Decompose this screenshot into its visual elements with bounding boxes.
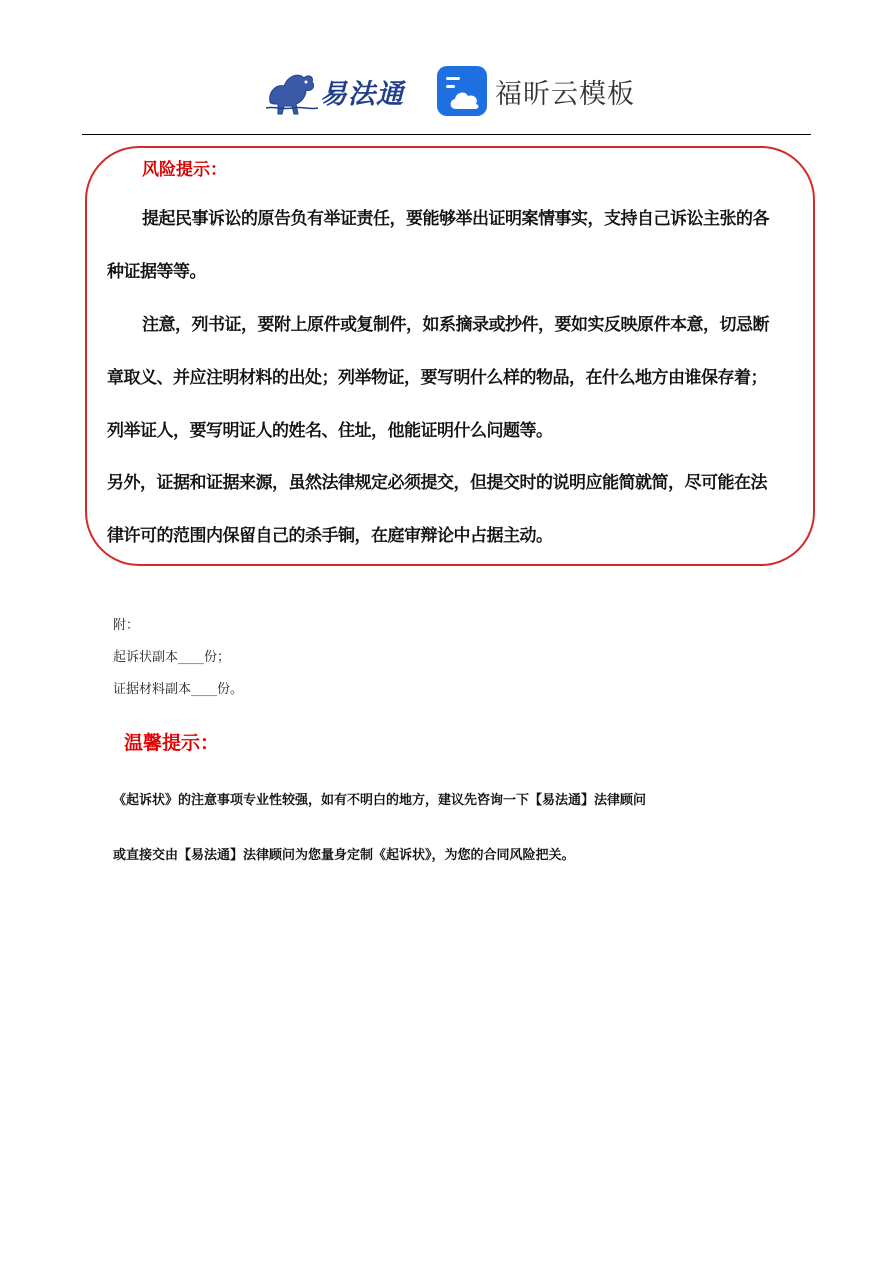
risk-line: 另外，证据和证据来源，虽然法律规定必须提交，但提交时的说明应能简就简，尽可能在法 [107,473,767,493]
yifatong-logo [262,62,412,118]
warm-tip-line: 《起诉状》的注意事项专业性较强，如有不明白的地方，建议先咨询一下【易法通】法律顾问 [113,793,647,808]
risk-line: 提起民事诉讼的原告负有举证责任，要能够举出证明案情事实，支持自己诉讼主张的各 [142,209,769,229]
qilin-icon [262,62,322,118]
risk-line: 章取义、并应注明材料的出处；列举物证，要写明什么样的物品，在什么地方由谁保存着； [107,368,767,388]
attachment-item: 起诉状副本____份； [113,650,231,665]
risk-line: 列举证人，要写明证人的姓名、住址，他能证明什么问题等。 [107,421,553,441]
attachment-item: 证据材料副本____份。 [113,682,244,697]
header [0,58,893,122]
header-divider [82,134,811,135]
yifatong-logo-text: 易法通 [320,79,404,110]
risk-notice-title: 风险提示： [142,160,227,180]
foxit-cloud-logo-text: 福昕云模板 [495,79,635,110]
risk-line: 注意，列书证，要附上原件或复制件，如系摘录或抄件，要如实反映原件本意，切忌断 [142,315,769,335]
warm-tips-title: 温馨提示： [124,732,220,754]
risk-line: 种证据等等。 [107,262,206,282]
attachments-label: 附： [113,618,140,633]
risk-line: 律许可的范围内保留自己的杀手锏，在庭审辩论中占据主动。 [107,526,553,546]
warm-tip-line: 或直接交由【易法通】法律顾问为您量身定制《起诉状》，为您的合同风险把关。 [113,848,575,863]
foxit-cloud-icon [436,65,488,117]
